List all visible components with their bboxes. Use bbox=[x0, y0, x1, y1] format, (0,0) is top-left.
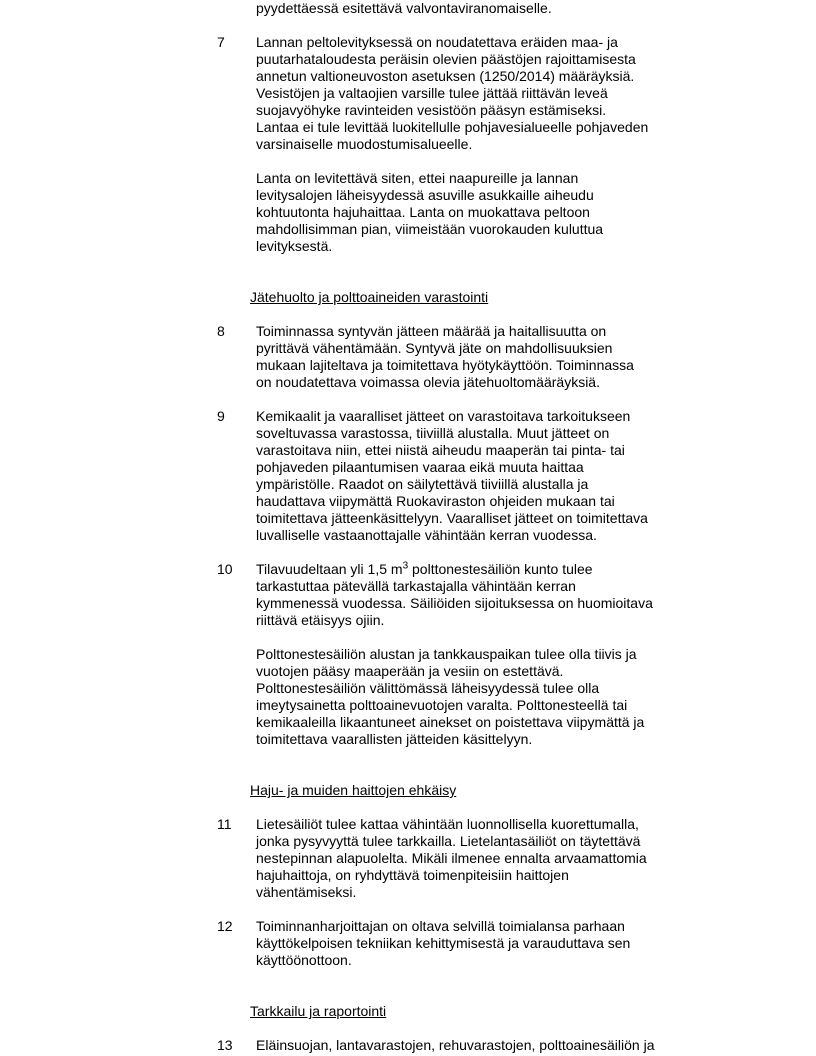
item12-line: Toiminnanharjoittajan on oltava selvillä toimialansa parhaan bbox=[256, 918, 625, 934]
item-number: 11 bbox=[217, 816, 232, 832]
item9-line: pohjaveden pilaantumisen vaaraa eikä muuta haittaa bbox=[256, 459, 584, 475]
item10-line: tarkastuttaa pätevällä tarkastajalla vähintään kerran bbox=[256, 578, 576, 594]
item7-para2-line: levitysalojen läheisyydessä asuville asukkaille aiheudu bbox=[256, 187, 594, 203]
item11-line: nestepinnan alapuolelta. Mikäli ilmenee ennalta arvaamattomia bbox=[256, 850, 647, 866]
item13-line: Eläinsuojan, lantavarastojen, rehuvarastojen, polttoainesäiliön ja bbox=[256, 1037, 655, 1053]
section-heading: Jätehuolto ja polttoaineiden varastointi bbox=[250, 289, 489, 305]
item9-line: luvalliselle vastaanottajalle vähintään kerran vuodessa. bbox=[256, 527, 597, 543]
item-number: 12 bbox=[217, 918, 233, 934]
item7-line: Vesistöjen ja valtaojien varsille tulee jättää riittävän leveä bbox=[256, 85, 608, 101]
item10-para2-line: Polttonestesäiliön alustan ja tankkauspaikan tulee olla tiivis ja bbox=[256, 646, 637, 662]
item7-line: annetun valtioneuvoston asetuksen (1250/2014) määräyksiä. bbox=[256, 68, 635, 84]
item10-text-pre: Tilavuudeltaan yli 1,5 m bbox=[256, 561, 403, 577]
item12-line: käyttökelpoisen tekniikan kehittymisestä ja varauduttava sen bbox=[256, 935, 631, 951]
item7-para2-line: mahdollisimman pian, viimeistään vuorokauden kuluttua bbox=[256, 221, 604, 237]
item11-line: jonka pysyvyyttä tulee tarkkailla. Lietelantasäiliöt on täytettävä bbox=[256, 833, 641, 849]
superscript-exponent: 3 bbox=[402, 560, 409, 572]
item-number: 8 bbox=[217, 323, 225, 339]
item7-line: suojavyöhyke ravinteiden vesistöön pääsyn estämiseksi. bbox=[256, 102, 607, 118]
item10-line: riittävä etäisyys ojiin. bbox=[256, 612, 385, 628]
intro-line: pyydettäessä esitettävä valvontaviranomaiselle. bbox=[256, 0, 552, 16]
item10-para2-line: Polttonestesäiliön välittömässä läheisyydessä tulee olla bbox=[256, 680, 600, 696]
item-number: 10 bbox=[217, 561, 233, 577]
section-heading: Tarkkailu ja raportointi bbox=[250, 1003, 387, 1019]
item11-line: vähentämiseksi. bbox=[256, 884, 357, 900]
item9-line: haudattava viipymättä Ruokaviraston ohjeiden mukaan tai bbox=[256, 493, 615, 509]
item10-para2-line: kemikaaleilla likaantuneet ainekset on poistettava viipymättä ja bbox=[256, 714, 645, 730]
item9-line: Kemikaalit ja vaaralliset jätteet on varastoitava tarkoitukseen bbox=[256, 408, 631, 424]
item10-para2-line: vuotojen pääsy maaperään ja vesiin on estettävä. bbox=[256, 663, 564, 679]
item8-line: Toiminnassa syntyvän jätteen määrää ja haitallisuutta on bbox=[256, 323, 607, 339]
item7-para2-line: kohtuutonta hajuhaittaa. Lanta on muokattava peltoon bbox=[256, 204, 590, 220]
item10-para2-line: toimitettava vaarallisten jätteiden käsittelyyn. bbox=[256, 731, 533, 747]
section-heading: Haju- ja muiden haittojen ehkäisy bbox=[250, 782, 457, 798]
item9-line: toimitettava jätteenkäsittelyyn. Vaaralliset jätteet on toimitettava bbox=[256, 510, 648, 526]
item8-line: on noudatettava voimassa olevia jätehuoltomääräyksiä. bbox=[256, 374, 600, 390]
item7-line: varsinaiselle muodostumisalueelle. bbox=[256, 136, 473, 152]
item7-para2-line: Lanta on levitettävä siten, ettei naapureille ja lannan bbox=[256, 170, 579, 186]
item7-line: Lantaa ei tule levittää luokitellulle pohjavesialueelle pohjaveden bbox=[256, 119, 649, 135]
item11-line: hajuhaittoja, on ryhdyttävä toimenpiteisiin haittojen bbox=[256, 867, 569, 883]
item-number: 7 bbox=[217, 34, 225, 50]
item9-line: ympäristölle. Raadot on säilytettävä tiiviillä alustalla ja bbox=[256, 476, 589, 492]
item-number: 9 bbox=[217, 408, 225, 424]
item9-line: varastoitava niin, ettei niistä aiheudu maaperän tai pinta- tai bbox=[256, 442, 625, 458]
item7-line: puutarhataloudesta peräisin olevien päästöjen rajoittamisesta bbox=[256, 51, 636, 67]
item9-line: soveltuvassa varastossa, tiiviillä alustalla. Muut jätteet on bbox=[256, 425, 610, 441]
item10-para2-line: imeytysainetta polttoainevuotojen varalta. Polttonesteellä tai bbox=[256, 697, 628, 713]
item7-para2-line: levityksestä. bbox=[256, 238, 333, 254]
item8-line: pyrittävä vähentämään. Syntyvä jäte on mahdollisuuksien bbox=[256, 340, 613, 356]
item11-line: Lietesäiliöt tulee kattaa vähintään luonnollisella kuorettumalla, bbox=[256, 816, 639, 832]
item7-line: Lannan peltolevityksessä on noudatettava eräiden maa- ja bbox=[256, 34, 618, 50]
item10-line: kymmenessä vuodessa. Säiliöiden sijoituksessa on huomioitava bbox=[256, 595, 653, 611]
item8-line: mukaan lajiteltava ja toimitettava hyötykäyttöön. Toiminnassa bbox=[256, 357, 634, 373]
item10-first-line bbox=[256, 561, 593, 578]
item10-text-post: polttonestesäiliön kunto tulee bbox=[408, 561, 593, 577]
item12-line: käyttöönottoon. bbox=[256, 952, 352, 968]
item-number: 13 bbox=[217, 1037, 233, 1053]
